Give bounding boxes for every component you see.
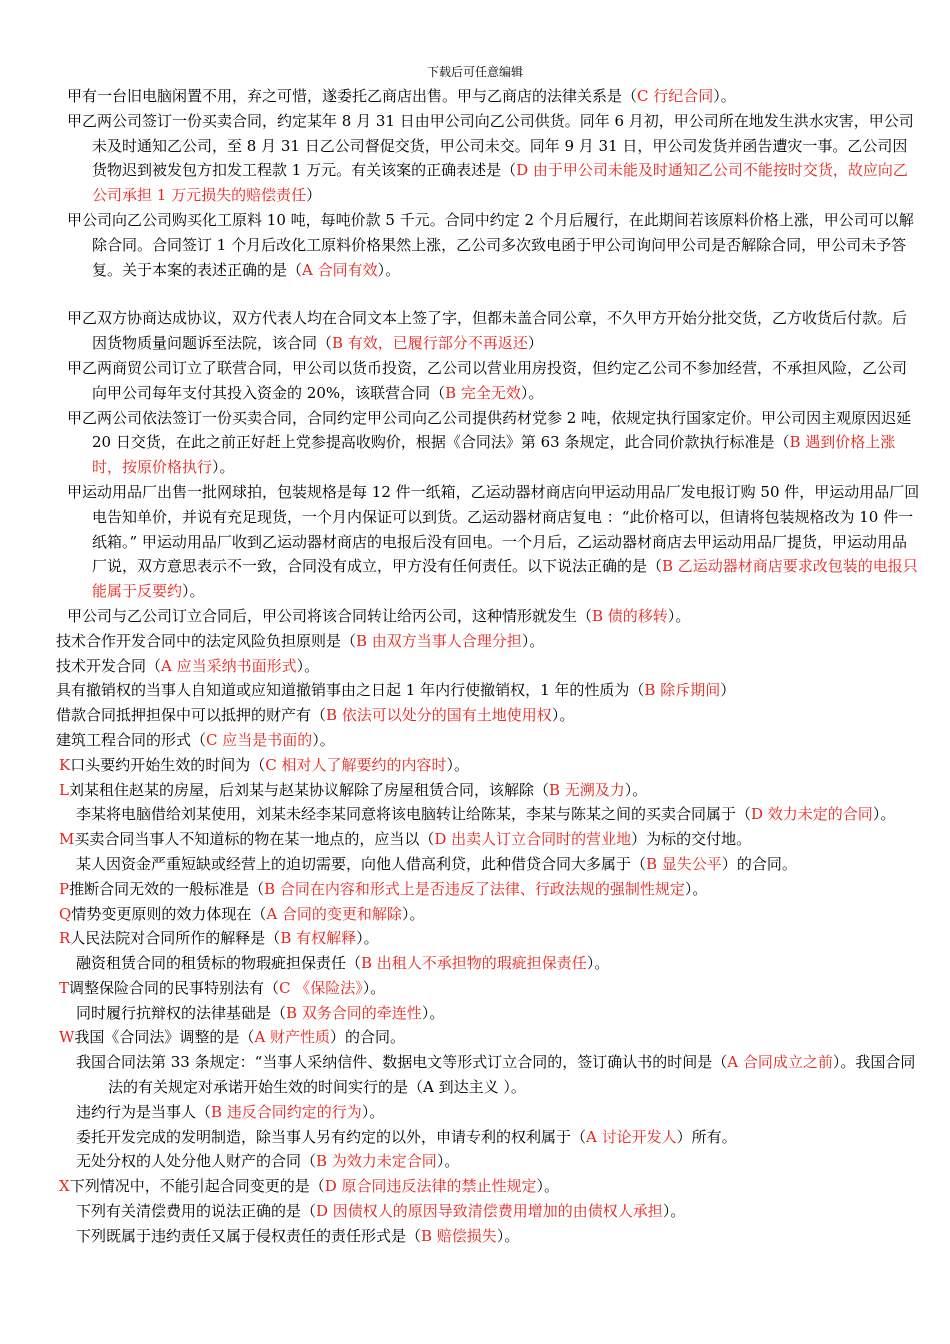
question-tail: ）。 xyxy=(436,1152,460,1171)
question-text: 甲公司向乙公司购买化工原料 10 吨，每吨价款 5 千元。合同中约定 2 个月后履行，在此期间若该原料价格上涨，甲公司可以解除合同。合同签订 1 个月后改化工原料价格果然上涨，乙公司多次致电函于甲公司询问甲公司是否解除合同，甲公司未予答复。关于本案的表述正确的是（ xyxy=(67,210,914,279)
answer-text: B 显失公平 xyxy=(646,854,722,873)
question-item xyxy=(0,406,950,480)
question-tail: ）。 xyxy=(421,1003,445,1022)
answer-text: B 乙运动器材商店要求改包装的电报只能属于反要约 xyxy=(92,557,918,601)
question-tail: ）。 xyxy=(624,780,648,799)
question-text: 甲乙双方协商达成协议，双方代表人均在合同文本上签了字，但都未盖合同公章，不久甲方开始分批交货，乙方收货后付款。后因货物质量问题诉至法院，该合同（ xyxy=(67,309,908,353)
question-tail: ）的合同。 xyxy=(330,1028,406,1047)
question-item xyxy=(0,1025,950,1050)
question-text: 甲公司与乙公司订立合同后，甲公司将该合同转让给丙公司，这种情形就发生（ xyxy=(67,606,593,625)
question-item xyxy=(0,1100,950,1125)
question-tail: ）的合同。 xyxy=(721,854,797,873)
question-item xyxy=(0,654,950,679)
question-text: 人民法院对合同所作的解释是（ xyxy=(70,929,281,948)
answer-text: B 出租人不承担物的瑕疵担保责任 xyxy=(361,954,587,973)
question-tail: ） xyxy=(527,334,543,353)
question-tail: ）。 xyxy=(536,1177,560,1196)
question-text: 违约行为是当事人（ xyxy=(76,1102,212,1121)
question-item xyxy=(0,480,950,604)
question-item xyxy=(0,629,950,654)
answer-text: D 由于甲公司未能及时通知乙公司不能按时交货，故应向乙公司承担 1 万元损失的赔偿责任 xyxy=(92,161,908,205)
question-text: 推断合同无效的一般标准是（ xyxy=(69,879,265,898)
answer-text: B 遇到价格上涨时，按原价格执行 xyxy=(92,433,896,477)
section-letter: M xyxy=(59,830,75,849)
question-tail: ）。 xyxy=(521,631,545,650)
question-text: 甲乙两公司签订一份买卖合同，约定某年 8 月 31 日由甲公司向乙公司供货。同年 6 月初，甲公司所在地发生洪水灾害，甲公司未及时通知乙公司，至 8 月 31 日乙公司督促交货，甲公司未交。同年 9 月 31 日，甲公司发货并函告遭灾一事。乙公司因货物迟到被发包方扣发工程款 1 万元。有关该案的正确表述是（ xyxy=(67,111,914,180)
question-item xyxy=(0,604,950,629)
section-letter: K xyxy=(59,755,71,774)
question-tail: ）。我国合同法的有关规定对承诺开始生效的时间实行的是（A 到达主义 ）。 xyxy=(108,1053,916,1097)
answer-text: B 合同在内容和形式上是否违反了法律、行政法规的强制性规定 xyxy=(264,879,685,898)
question-tail: ）。 xyxy=(356,929,379,948)
question-tail: ）。 xyxy=(496,1226,520,1245)
question-text: 具有撤销权的当事人自知道或应知道撤销事由之日起 1 年内行使撤销权，1 年的性质为（ xyxy=(56,681,645,700)
answer-text: C 相对人了解要约的内容时 xyxy=(265,755,447,774)
question-item xyxy=(0,1224,950,1249)
question-tail: ）。 xyxy=(212,458,235,477)
answer-text: C 《保险法》 xyxy=(279,978,363,997)
question-tail: ）。 xyxy=(182,582,205,601)
document-body xyxy=(0,84,950,1249)
question-item xyxy=(0,728,950,753)
question-text: 甲乙两商贸公司订立了联营合同，甲公司以货币投资，乙公司以营业用房投资，但约定乙公司不参加经营，不承担风险，乙公司向甲公司每年支付其投入资金的 20%，该联营合同（ xyxy=(67,358,908,402)
question-text: 同时履行抗辩权的法律基础是（ xyxy=(76,1003,287,1022)
question-tail: ） xyxy=(720,681,736,700)
question-text: 甲乙两公司依法签订一份买卖合同，合同约定甲公司向乙公司提供药材党参 2 吨，依规定执行国家定价。甲公司因主观原因迟延 20 日交货，在此之前正好赶上党参提高收购价，根据《合同法》第 63 条规定，此合同价款执行标准是（ xyxy=(67,408,916,452)
question-item xyxy=(0,1174,950,1199)
question-item xyxy=(0,678,950,703)
section-letter: W xyxy=(59,1028,75,1047)
question-tail: ） xyxy=(306,186,322,205)
question-item xyxy=(0,84,950,109)
question-text: 某人因资金严重短缺或经营上的迫切需要，向他人借高利贷，此种借贷合同大多属于（ xyxy=(76,854,647,873)
question-tail: ）。 xyxy=(362,978,386,997)
answer-text: B 由双方当事人合理分担 xyxy=(356,631,522,650)
question-text: 技术开发合同（ xyxy=(56,656,162,675)
answer-text: B 债的移转 xyxy=(592,606,668,625)
question-text: 融资租赁合同的租赁标的物瑕疵担保责任（ xyxy=(76,954,362,973)
question-item xyxy=(0,802,950,827)
question-tail: ）。 xyxy=(667,606,691,625)
question-item xyxy=(0,1149,950,1174)
section-letter: P xyxy=(59,879,70,898)
section-letter: L xyxy=(59,780,69,799)
question-item xyxy=(0,1199,950,1224)
question-text: 我国合同法第 33 条规定：“当事人采纳信件、数据电文等形式订立合同的，签订确认书的时间是（ xyxy=(76,1053,728,1072)
question-text: 委托开发完成的发明制造，除当事人另有约定的以外，申请专利的权利属于（ xyxy=(76,1127,587,1146)
question-text: 甲运动用品厂出售一批网球拍，包装规格是每 12 件一纸箱，乙运动器材商店向甲运动用品厂发电报订购 50 件，甲运动用品厂回电告知单价，并说有充足现货，一个月内保证可以到货。乙运动器材商店复电 ：“此价格可以，但请将包装规格改为 10 件一纸箱。” 甲运动用品厂收到乙运动器材商店的电报后没有回电。一个月后，乙运动器材商店去甲运动用品厂提货，甲运动用品厂说，双方意思表示不一致，合同没有成立，甲方没有任何责任。以下说法正确的是（ xyxy=(67,482,920,576)
question-text: 李某将电脑借给刘某使用，刘某未经李某同意将该电脑转让给陈某，李某与陈某之间的买卖合同属于（ xyxy=(76,805,752,824)
question-text: 下列有关清偿费用的说法正确的是（ xyxy=(76,1202,317,1221)
question-tail: ）。 xyxy=(296,656,320,675)
answer-text: D 原合同违反法律的禁止性规定 xyxy=(324,1177,537,1196)
section-letter: X xyxy=(59,1177,70,1196)
question-tail: ）。 xyxy=(684,879,708,898)
question-item xyxy=(0,951,950,976)
question-tail: ）。 xyxy=(586,954,610,973)
question-item xyxy=(0,1050,950,1100)
section-letter: Q xyxy=(59,904,72,923)
answer-text: A 讨论开发人 xyxy=(586,1127,677,1146)
question-item xyxy=(0,852,950,877)
question-item xyxy=(0,1125,950,1150)
question-text: 买卖合同当事人不知道标的物在某一地点的，应当以（ xyxy=(74,830,435,849)
answer-text: B 有权解释 xyxy=(280,929,357,948)
question-text: 下列情况中，不能引起合同变更的是（ xyxy=(69,1177,325,1196)
question-text: 技术合作开发合同中的法定风险负担原则是（ xyxy=(56,631,357,650)
question-text: 我国《合同法》调整的是（ xyxy=(74,1028,255,1047)
question-item xyxy=(0,356,950,406)
answer-text: D 效力未定的合同 xyxy=(751,805,873,824)
question-text: 口头要约开始生效的时间为（ xyxy=(70,755,266,774)
answer-text: D 因债权人的原因导致清偿费用增加的由债权人承担 xyxy=(316,1202,663,1221)
question-tail: ）。 xyxy=(312,730,335,749)
answer-text: B 为效力未定合同 xyxy=(316,1152,437,1171)
question-tail: ）为标的交付地。 xyxy=(631,830,752,849)
question-tail: ）。 xyxy=(520,383,544,402)
question-item xyxy=(0,877,950,902)
page-header: 下载后可任意编辑 xyxy=(426,65,523,79)
question-text: 甲有一台旧电脑闲置不用，弃之可惜，遂委托乙商店出售。甲与乙商店的法律关系是（ xyxy=(67,87,638,105)
question-item xyxy=(0,208,950,282)
section-letter: R xyxy=(59,929,71,948)
answer-text: C 行纪合同 xyxy=(637,87,714,105)
answer-text: B 除斥期间 xyxy=(644,681,721,700)
answer-text: B 双务合同的牵连性 xyxy=(286,1003,422,1022)
question-item xyxy=(0,703,950,728)
answer-text: A 财产性质 xyxy=(254,1028,331,1047)
question-text: 建筑工程合同的形式（ xyxy=(56,730,207,749)
answer-text: B 有效，已履行部分不再返还 xyxy=(332,334,528,353)
answer-text: B 违反合同约定的行为 xyxy=(211,1102,362,1121)
question-tail: ）所有。 xyxy=(676,1127,737,1146)
answer-text: A 应当采纳书面形式 xyxy=(161,656,297,675)
question-tail: ）。 xyxy=(662,1202,686,1221)
question-tail: ）。 xyxy=(361,1102,385,1121)
question-item xyxy=(0,926,950,951)
question-tail: ）。 xyxy=(872,805,896,824)
question-text: 情势变更原则的效力体现在（ xyxy=(71,904,267,923)
question-text: 调整保险合同的民事特别法有（ xyxy=(69,978,280,997)
question-text: 下列既属于违约责任又属于侵权责任的责任形式是（ xyxy=(76,1226,422,1245)
question-tail: ）。 xyxy=(551,706,575,725)
question-item xyxy=(0,306,950,356)
question-text: 无处分权的人处分他人财产的合同（ xyxy=(76,1152,317,1171)
question-item xyxy=(0,1001,950,1026)
question-text: 刘某租住赵某的房屋，后刘某与赵某协议解除了房屋租赁合同，该解除（ xyxy=(68,780,549,799)
answer-text: A 合同的变更和解除 xyxy=(266,904,402,923)
question-item xyxy=(0,902,950,927)
answer-text: A 合同有效 xyxy=(302,260,378,279)
answer-text: B 无溯及力 xyxy=(548,780,625,799)
answer-text: B 完全无效 xyxy=(445,383,521,402)
question-item xyxy=(0,753,950,778)
answer-text: C 应当是书面的 xyxy=(206,730,313,749)
question-text: 借款合同抵押担保中可以抵押的财产有（ xyxy=(56,706,327,725)
answer-text: B 赔偿损失 xyxy=(421,1226,497,1245)
question-tail: ）。 xyxy=(713,87,736,105)
question-tail: ）。 xyxy=(446,755,469,774)
question-item xyxy=(0,109,950,208)
question-item xyxy=(0,976,950,1001)
answer-text: B 依法可以处分的国有土地使用权 xyxy=(326,706,552,725)
question-tail: ）。 xyxy=(377,260,401,279)
question-item xyxy=(0,827,950,852)
question-tail: ）。 xyxy=(401,904,425,923)
answer-text: D 出卖人订立合同时的营业地 xyxy=(434,830,632,849)
question-item xyxy=(0,778,950,803)
section-letter: T xyxy=(59,978,70,997)
answer-text: A 合同成立之前 xyxy=(727,1053,833,1072)
